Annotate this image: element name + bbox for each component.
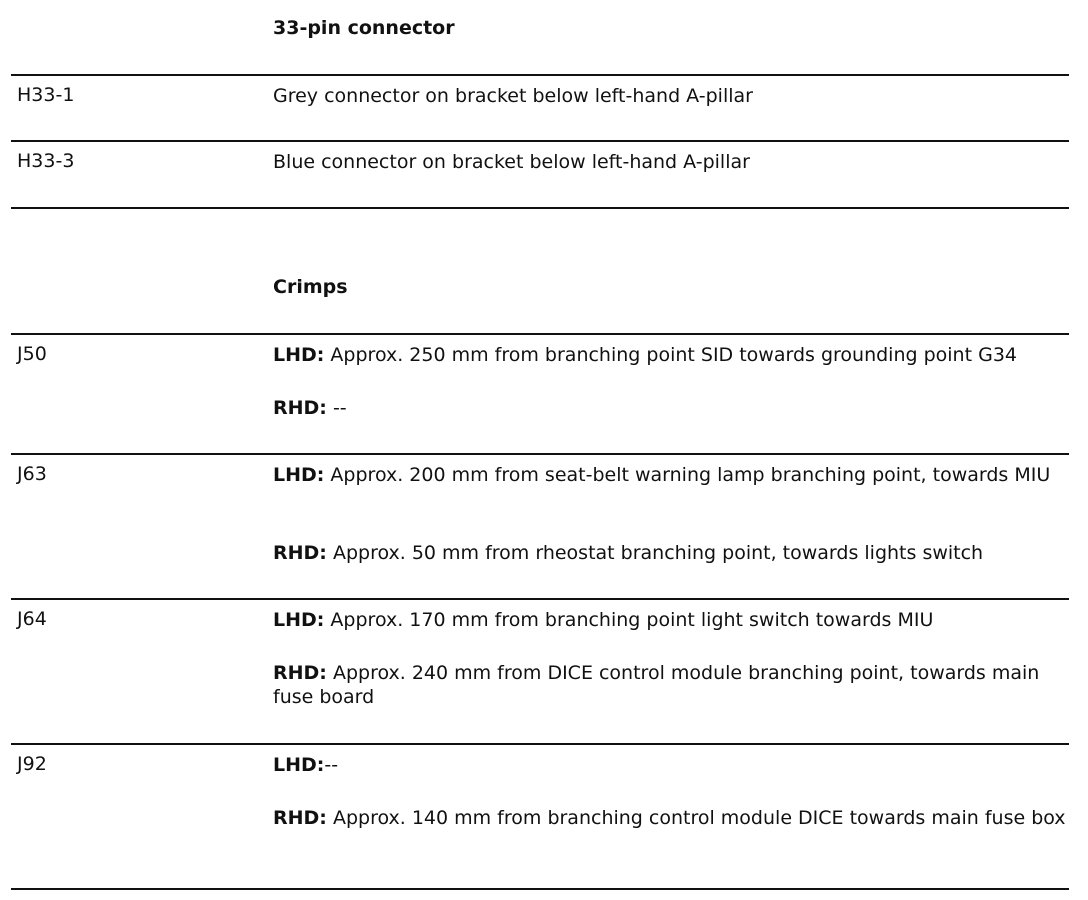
crimp-rhd <box>273 396 1073 420</box>
crimp-lhd <box>273 608 1073 632</box>
row-code: H33-3 <box>17 150 75 172</box>
rhd-text: -- <box>326 397 347 419</box>
crimp-rhd <box>273 806 1073 830</box>
rhd-text: Approx. 240 mm from DICE control module branching point, towards main fuse board <box>273 662 1040 708</box>
lhd-label: LHD: <box>273 754 325 776</box>
lhd-label: LHD: <box>273 464 325 486</box>
row-divider <box>11 333 1069 335</box>
lhd-text: Approx. 200 mm from seat-belt warning lamp branching point, towards MIU <box>324 464 1051 486</box>
lhd-text: Approx. 250 mm from branching point SID towards grounding point G34 <box>324 344 1017 366</box>
rhd-text: Approx. 140 mm from branching control module DICE towards main fuse box <box>326 807 1066 829</box>
row-divider <box>11 743 1069 745</box>
row-description: Blue connector on bracket below left-hand A-pillar <box>273 151 750 173</box>
crimp-code: J63 <box>17 463 47 485</box>
crimp-lhd <box>273 463 1073 487</box>
crimp-code: J64 <box>17 608 47 630</box>
section-heading-connector: 33-pin connector <box>273 17 455 39</box>
rhd-text: Approx. 50 mm from rheostat branching point, towards lights switch <box>326 542 984 564</box>
lhd-text: -- <box>324 754 339 776</box>
crimp-code: J92 <box>17 753 47 775</box>
row-code: H33-1 <box>17 84 75 106</box>
crimp-code: J50 <box>17 343 47 365</box>
row-divider <box>11 207 1069 209</box>
crimp-rhd <box>273 541 1073 565</box>
crimp-rhd <box>273 661 1073 709</box>
row-description: Grey connector on bracket below left-hand A-pillar <box>273 85 753 107</box>
crimp-lhd <box>273 343 1073 367</box>
rhd-label: RHD: <box>273 662 327 684</box>
lhd-label: LHD: <box>273 344 325 366</box>
row-divider <box>11 74 1069 76</box>
row-divider <box>11 598 1069 600</box>
rhd-label: RHD: <box>273 397 327 419</box>
rhd-label: RHD: <box>273 807 327 829</box>
row-divider <box>11 888 1069 890</box>
section-heading-crimps: Crimps <box>273 276 348 298</box>
row-divider <box>11 140 1069 142</box>
lhd-label: LHD: <box>273 609 325 631</box>
row-divider <box>11 453 1069 455</box>
crimp-lhd <box>273 753 1073 777</box>
lhd-text: Approx. 170 mm from branching point light switch towards MIU <box>324 609 934 631</box>
rhd-label: RHD: <box>273 542 327 564</box>
